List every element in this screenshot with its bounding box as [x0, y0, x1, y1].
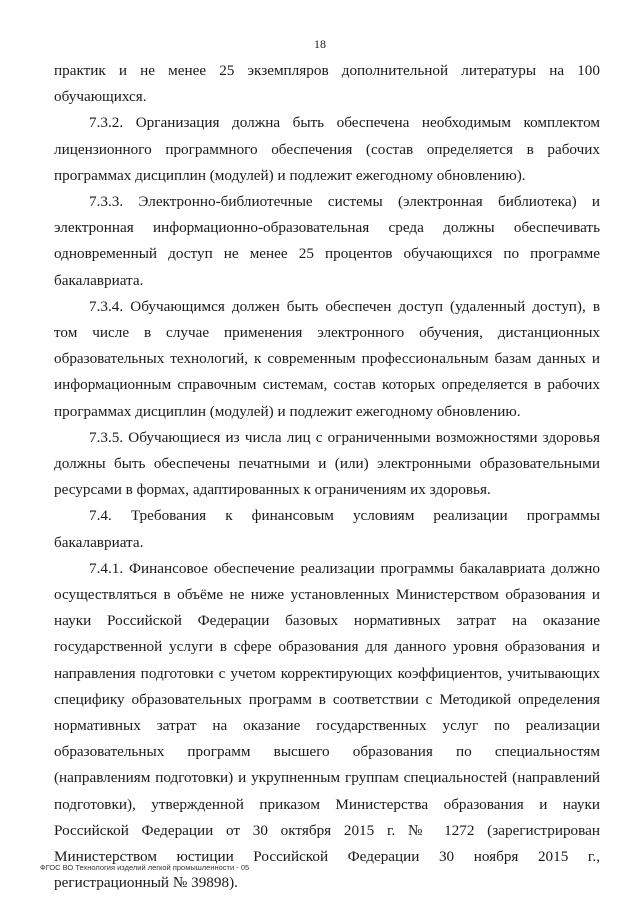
paragraph-7-4-1: 7.4.1. Финансовое обеспечение реализации программы бакалавриата должно осуществляться в объёме не ниже установленных Министерством образования и науки Российской Федерации базовых нормативных затрат на оказание государственной услуги в сфере образования для данного уровня образования и направления подготовки с учетом корректирующих коэффициентов, учитывающих специфику образовательных программ в соответствии с Методикой определения нормативных затрат на оказание государственных услуг по реализации образовательных программ высшего образования по специальностям (направлениям подготовки) и укрупненным группам специальностей (направлений подготовки), утвержденной приказом Министерства образования и науки Российской Федерации от 30 октября 2015 г. № 1272 (зарегистрирован Министерством юстиции Российской Федерации 30 ноября 2015 г., регистрационный № 39898). [54, 559, 600, 892]
page-footer: ФГОС ВО Технология изделий легкой промышленности - 05 [40, 863, 250, 872]
paragraph-7-4: 7.4. Требования к финансовым условиям реализации программы бакалавриата. [54, 507, 600, 551]
page-number: 18 [314, 37, 326, 51]
paragraph-7-3-3: 7.3.3. Электронно-библиотечные системы (электронная библиотека) и электронная информационно-образовательная среда должны обеспечивать одновременный доступ не менее 25 процентов обучающихся по программе бакалавриата. [54, 193, 600, 289]
paragraph-7-3-2: 7.3.2. Организация должна быть обеспечена необходимым комплектом лицензионного программного обеспечения (состав определяется в рабочих программах дисциплин (модулей) и подлежит ежегодному обновлению). [54, 114, 600, 184]
paragraph-7-3-5: 7.3.5. Обучающиеся из числа лиц с ограниченными возможностями здоровья должны быть обеспечены печатными и (или) электронными образовательными ресурсами в формах, адаптированных к ограничениям их здоровья. [54, 428, 600, 499]
document-body [54, 58, 600, 897]
paragraph-continued: практик и не менее 25 экземпляров дополнительной литературы на 100 обучающихся. [54, 62, 600, 106]
paragraph-7-3-4: 7.3.4. Обучающимся должен быть обеспечен доступ (удаленный доступ), в том числе в случае применения электронного обучения, дистанционных образовательных технологий, к современным профессиональным базам данных и информационным справочным системам, состав которых определяется в рабочих программах дисциплин (модулей) и подлежит ежегодному обновлению. [54, 297, 600, 420]
